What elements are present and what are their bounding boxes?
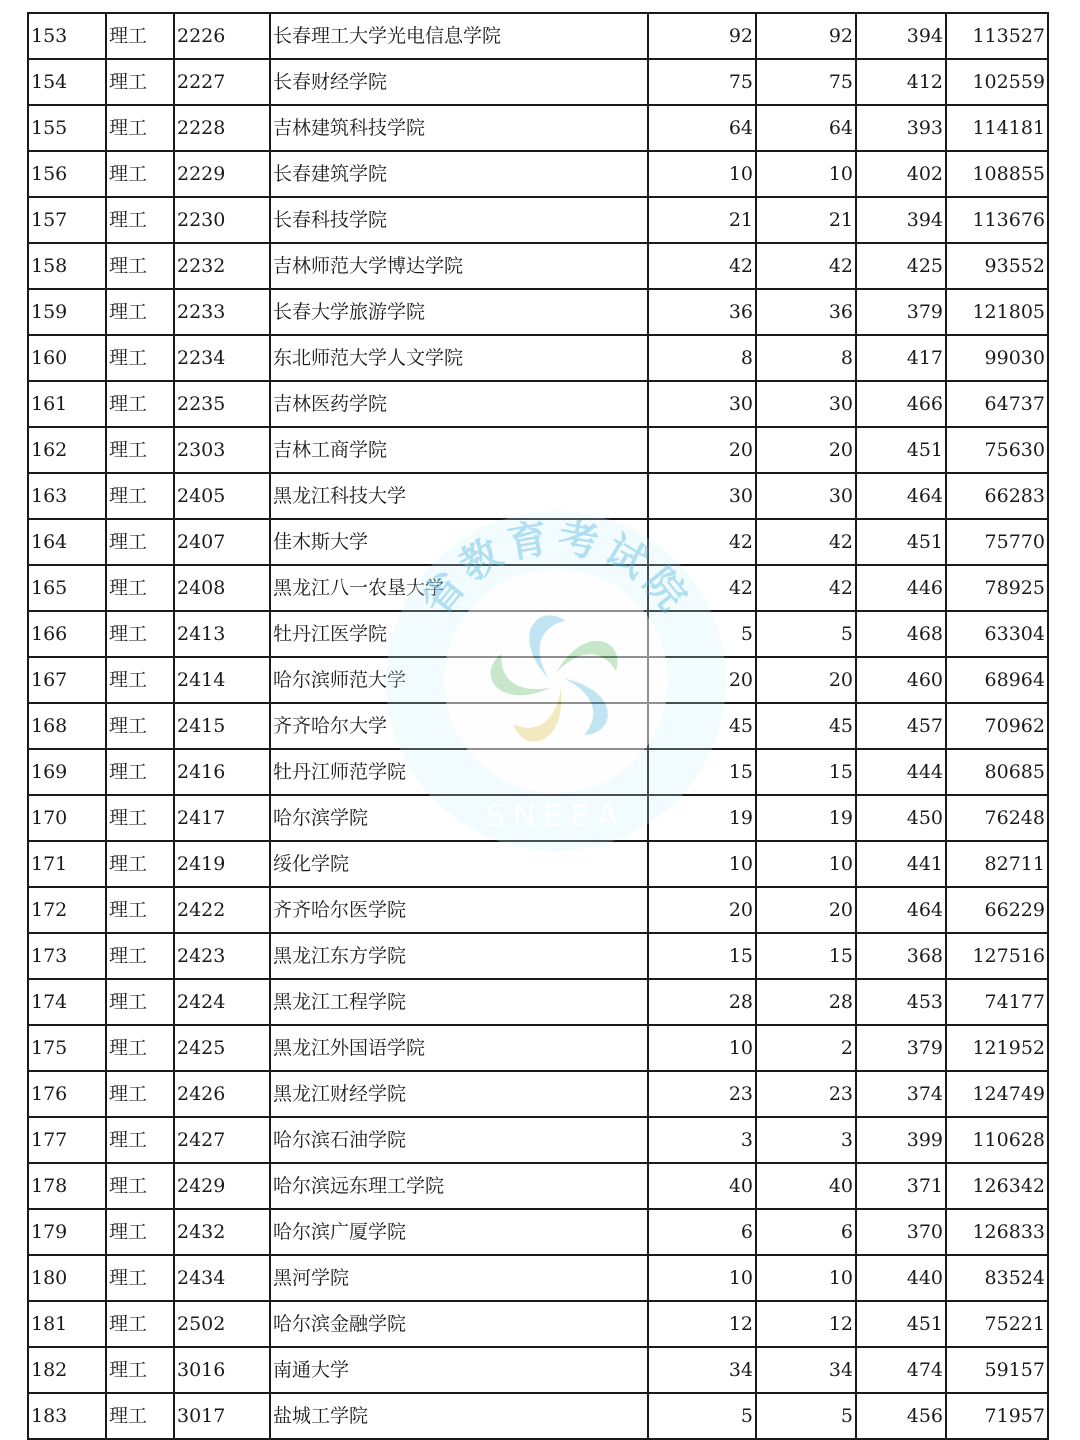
cell-category: 理工 xyxy=(106,749,174,795)
cell-school: 长春财经学院 xyxy=(270,59,648,105)
cell-min-score: 444 xyxy=(856,749,946,795)
table-row xyxy=(28,197,1048,243)
cell-min-score: 468 xyxy=(856,611,946,657)
cell-admitted: 6 xyxy=(756,1209,856,1255)
cell-plan: 20 xyxy=(648,427,756,473)
cell-admitted: 5 xyxy=(756,1393,856,1439)
cell-category: 理工 xyxy=(106,657,174,703)
cell-admitted: 75 xyxy=(756,59,856,105)
cell-rank: 66229 xyxy=(946,887,1048,933)
cell-school: 黑龙江外国语学院 xyxy=(270,1025,648,1071)
cell-min-score: 402 xyxy=(856,151,946,197)
cell-seq: 179 xyxy=(28,1209,106,1255)
cell-school: 齐齐哈尔大学 xyxy=(270,703,648,749)
cell-rank: 76248 xyxy=(946,795,1048,841)
cell-code: 2413 xyxy=(174,611,270,657)
cell-min-score: 450 xyxy=(856,795,946,841)
cell-code: 2432 xyxy=(174,1209,270,1255)
cell-seq: 162 xyxy=(28,427,106,473)
cell-code: 2429 xyxy=(174,1163,270,1209)
cell-seq: 165 xyxy=(28,565,106,611)
cell-admitted: 20 xyxy=(756,427,856,473)
cell-seq: 176 xyxy=(28,1071,106,1117)
cell-code: 2422 xyxy=(174,887,270,933)
cell-plan: 20 xyxy=(648,657,756,703)
cell-rank: 99030 xyxy=(946,335,1048,381)
cell-rank: 68964 xyxy=(946,657,1048,703)
cell-admitted: 42 xyxy=(756,243,856,289)
cell-school: 牡丹江师范学院 xyxy=(270,749,648,795)
cell-code: 2229 xyxy=(174,151,270,197)
cell-category: 理工 xyxy=(106,243,174,289)
cell-rank: 127516 xyxy=(946,933,1048,979)
cell-category: 理工 xyxy=(106,519,174,565)
cell-admitted: 45 xyxy=(756,703,856,749)
cell-min-score: 456 xyxy=(856,1393,946,1439)
cell-seq: 178 xyxy=(28,1163,106,1209)
cell-rank: 113676 xyxy=(946,197,1048,243)
cell-admitted: 34 xyxy=(756,1347,856,1393)
cell-plan: 20 xyxy=(648,887,756,933)
cell-seq: 183 xyxy=(28,1393,106,1439)
cell-min-score: 441 xyxy=(856,841,946,887)
cell-school: 黑龙江财经学院 xyxy=(270,1071,648,1117)
cell-plan: 42 xyxy=(648,519,756,565)
cell-code: 2408 xyxy=(174,565,270,611)
table-row xyxy=(28,243,1048,289)
cell-plan: 10 xyxy=(648,151,756,197)
cell-seq: 168 xyxy=(28,703,106,749)
cell-admitted: 42 xyxy=(756,565,856,611)
cell-admitted: 2 xyxy=(756,1025,856,1071)
cell-seq: 180 xyxy=(28,1255,106,1301)
cell-code: 3017 xyxy=(174,1393,270,1439)
table-row xyxy=(28,289,1048,335)
cell-seq: 171 xyxy=(28,841,106,887)
cell-min-score: 379 xyxy=(856,289,946,335)
table-row xyxy=(28,933,1048,979)
cell-code: 2417 xyxy=(174,795,270,841)
cell-school: 长春理工大学光电信息学院 xyxy=(270,13,648,59)
table-row xyxy=(28,1117,1048,1163)
cell-plan: 23 xyxy=(648,1071,756,1117)
cell-category: 理工 xyxy=(106,1209,174,1255)
cell-category: 理工 xyxy=(106,427,174,473)
cell-plan: 3 xyxy=(648,1117,756,1163)
cell-category: 理工 xyxy=(106,795,174,841)
cell-plan: 10 xyxy=(648,841,756,887)
cell-code: 2235 xyxy=(174,381,270,427)
cell-school: 哈尔滨金融学院 xyxy=(270,1301,648,1347)
cell-school: 齐齐哈尔医学院 xyxy=(270,887,648,933)
cell-code: 2232 xyxy=(174,243,270,289)
cell-admitted: 64 xyxy=(756,105,856,151)
table-row xyxy=(28,1209,1048,1255)
table-row xyxy=(28,1301,1048,1347)
cell-rank: 114181 xyxy=(946,105,1048,151)
cell-category: 理工 xyxy=(106,1347,174,1393)
cell-category: 理工 xyxy=(106,565,174,611)
cell-seq: 166 xyxy=(28,611,106,657)
cell-code: 2226 xyxy=(174,13,270,59)
cell-min-score: 451 xyxy=(856,427,946,473)
cell-min-score: 412 xyxy=(856,59,946,105)
table-row xyxy=(28,1071,1048,1117)
cell-category: 理工 xyxy=(106,1393,174,1439)
cell-category: 理工 xyxy=(106,1025,174,1071)
cell-admitted: 36 xyxy=(756,289,856,335)
cell-rank: 124749 xyxy=(946,1071,1048,1117)
table-row xyxy=(28,335,1048,381)
cell-code: 2502 xyxy=(174,1301,270,1347)
cell-admitted: 10 xyxy=(756,1255,856,1301)
cell-rank: 126342 xyxy=(946,1163,1048,1209)
cell-rank: 126833 xyxy=(946,1209,1048,1255)
table-row xyxy=(28,1393,1048,1439)
cell-rank: 82711 xyxy=(946,841,1048,887)
cell-code: 2227 xyxy=(174,59,270,105)
cell-code: 2415 xyxy=(174,703,270,749)
cell-category: 理工 xyxy=(106,381,174,427)
table-row xyxy=(28,105,1048,151)
cell-plan: 42 xyxy=(648,565,756,611)
cell-rank: 66283 xyxy=(946,473,1048,519)
cell-rank: 64737 xyxy=(946,381,1048,427)
cell-plan: 19 xyxy=(648,795,756,841)
cell-admitted: 10 xyxy=(756,151,856,197)
cell-min-score: 374 xyxy=(856,1071,946,1117)
cell-code: 2405 xyxy=(174,473,270,519)
cell-category: 理工 xyxy=(106,1071,174,1117)
cell-school: 吉林师范大学博达学院 xyxy=(270,243,648,289)
cell-category: 理工 xyxy=(106,1301,174,1347)
cell-plan: 15 xyxy=(648,749,756,795)
cell-min-score: 393 xyxy=(856,105,946,151)
cell-plan: 15 xyxy=(648,933,756,979)
cell-rank: 110628 xyxy=(946,1117,1048,1163)
cell-admitted: 15 xyxy=(756,933,856,979)
cell-school: 黑龙江八一农垦大学 xyxy=(270,565,648,611)
cell-plan: 64 xyxy=(648,105,756,151)
cell-admitted: 92 xyxy=(756,13,856,59)
table-row xyxy=(28,703,1048,749)
table-row xyxy=(28,427,1048,473)
cell-plan: 28 xyxy=(648,979,756,1025)
cell-category: 理工 xyxy=(106,1163,174,1209)
cell-category: 理工 xyxy=(106,933,174,979)
cell-school: 哈尔滨石油学院 xyxy=(270,1117,648,1163)
cell-min-score: 460 xyxy=(856,657,946,703)
cell-rank: 63304 xyxy=(946,611,1048,657)
cell-min-score: 425 xyxy=(856,243,946,289)
cell-min-score: 464 xyxy=(856,473,946,519)
table-row xyxy=(28,795,1048,841)
cell-category: 理工 xyxy=(106,703,174,749)
cell-plan: 12 xyxy=(648,1301,756,1347)
table-row xyxy=(28,381,1048,427)
table-row xyxy=(28,1163,1048,1209)
table-row xyxy=(28,749,1048,795)
cell-code: 2414 xyxy=(174,657,270,703)
cell-seq: 153 xyxy=(28,13,106,59)
table-row xyxy=(28,979,1048,1025)
cell-admitted: 28 xyxy=(756,979,856,1025)
cell-rank: 71957 xyxy=(946,1393,1048,1439)
cell-min-score: 379 xyxy=(856,1025,946,1071)
cell-plan: 42 xyxy=(648,243,756,289)
cell-category: 理工 xyxy=(106,611,174,657)
cell-code: 2423 xyxy=(174,933,270,979)
cell-school: 东北师范大学人文学院 xyxy=(270,335,648,381)
cell-school: 哈尔滨远东理工学院 xyxy=(270,1163,648,1209)
cell-school: 哈尔滨广厦学院 xyxy=(270,1209,648,1255)
cell-rank: 75770 xyxy=(946,519,1048,565)
cell-rank: 75221 xyxy=(946,1301,1048,1347)
cell-rank: 80685 xyxy=(946,749,1048,795)
cell-seq: 182 xyxy=(28,1347,106,1393)
admissions-table xyxy=(27,12,1049,1440)
cell-min-score: 457 xyxy=(856,703,946,749)
cell-code: 2416 xyxy=(174,749,270,795)
cell-rank: 78925 xyxy=(946,565,1048,611)
cell-seq: 156 xyxy=(28,151,106,197)
cell-seq: 173 xyxy=(28,933,106,979)
cell-admitted: 12 xyxy=(756,1301,856,1347)
table-body xyxy=(28,13,1048,1439)
cell-seq: 174 xyxy=(28,979,106,1025)
cell-code: 2233 xyxy=(174,289,270,335)
cell-school: 长春建筑学院 xyxy=(270,151,648,197)
cell-category: 理工 xyxy=(106,1117,174,1163)
cell-seq: 170 xyxy=(28,795,106,841)
watermark-bottom-text: SNEEA xyxy=(486,799,626,834)
table-row xyxy=(28,519,1048,565)
cell-admitted: 40 xyxy=(756,1163,856,1209)
cell-plan: 5 xyxy=(648,611,756,657)
cell-seq: 164 xyxy=(28,519,106,565)
cell-plan: 75 xyxy=(648,59,756,105)
cell-school: 哈尔滨学院 xyxy=(270,795,648,841)
table-row xyxy=(28,1347,1048,1393)
cell-school: 长春大学旅游学院 xyxy=(270,289,648,335)
cell-admitted: 3 xyxy=(756,1117,856,1163)
cell-rank: 113527 xyxy=(946,13,1048,59)
table-row xyxy=(28,565,1048,611)
cell-rank: 75630 xyxy=(946,427,1048,473)
cell-plan: 8 xyxy=(648,335,756,381)
cell-min-score: 417 xyxy=(856,335,946,381)
cell-school: 黑龙江工程学院 xyxy=(270,979,648,1025)
cell-seq: 169 xyxy=(28,749,106,795)
cell-plan: 92 xyxy=(648,13,756,59)
cell-admitted: 30 xyxy=(756,381,856,427)
cell-code: 2424 xyxy=(174,979,270,1025)
cell-code: 2425 xyxy=(174,1025,270,1071)
cell-category: 理工 xyxy=(106,979,174,1025)
cell-code: 2407 xyxy=(174,519,270,565)
cell-seq: 155 xyxy=(28,105,106,151)
cell-plan: 5 xyxy=(648,1393,756,1439)
cell-plan: 40 xyxy=(648,1163,756,1209)
cell-code: 3016 xyxy=(174,1347,270,1393)
cell-seq: 157 xyxy=(28,197,106,243)
cell-admitted: 23 xyxy=(756,1071,856,1117)
cell-category: 理工 xyxy=(106,151,174,197)
table-row xyxy=(28,611,1048,657)
cell-school: 佳木斯大学 xyxy=(270,519,648,565)
cell-code: 2303 xyxy=(174,427,270,473)
cell-category: 理工 xyxy=(106,335,174,381)
cell-min-score: 394 xyxy=(856,13,946,59)
cell-seq: 161 xyxy=(28,381,106,427)
cell-plan: 30 xyxy=(648,473,756,519)
cell-admitted: 15 xyxy=(756,749,856,795)
cell-admitted: 20 xyxy=(756,887,856,933)
cell-min-score: 446 xyxy=(856,565,946,611)
cell-school: 哈尔滨师范大学 xyxy=(270,657,648,703)
cell-plan: 6 xyxy=(648,1209,756,1255)
cell-rank: 121952 xyxy=(946,1025,1048,1071)
cell-admitted: 8 xyxy=(756,335,856,381)
cell-admitted: 20 xyxy=(756,657,856,703)
cell-plan: 30 xyxy=(648,381,756,427)
cell-code: 2427 xyxy=(174,1117,270,1163)
cell-category: 理工 xyxy=(106,59,174,105)
cell-school: 吉林建筑科技学院 xyxy=(270,105,648,151)
cell-seq: 181 xyxy=(28,1301,106,1347)
cell-category: 理工 xyxy=(106,473,174,519)
table-row xyxy=(28,841,1048,887)
cell-school: 黑河学院 xyxy=(270,1255,648,1301)
cell-category: 理工 xyxy=(106,197,174,243)
cell-rank: 102559 xyxy=(946,59,1048,105)
cell-code: 2426 xyxy=(174,1071,270,1117)
cell-min-score: 451 xyxy=(856,1301,946,1347)
cell-school: 吉林医药学院 xyxy=(270,381,648,427)
cell-school: 盐城工学院 xyxy=(270,1393,648,1439)
cell-seq: 172 xyxy=(28,887,106,933)
cell-rank: 108855 xyxy=(946,151,1048,197)
cell-admitted: 10 xyxy=(756,841,856,887)
cell-category: 理工 xyxy=(106,13,174,59)
table-row xyxy=(28,1025,1048,1071)
cell-category: 理工 xyxy=(106,289,174,335)
cell-plan: 21 xyxy=(648,197,756,243)
cell-rank: 70962 xyxy=(946,703,1048,749)
cell-category: 理工 xyxy=(106,841,174,887)
cell-school: 吉林工商学院 xyxy=(270,427,648,473)
cell-seq: 160 xyxy=(28,335,106,381)
cell-code: 2228 xyxy=(174,105,270,151)
cell-seq: 167 xyxy=(28,657,106,703)
cell-admitted: 42 xyxy=(756,519,856,565)
cell-min-score: 451 xyxy=(856,519,946,565)
cell-min-score: 394 xyxy=(856,197,946,243)
cell-rank: 121805 xyxy=(946,289,1048,335)
cell-seq: 177 xyxy=(28,1117,106,1163)
cell-code: 2230 xyxy=(174,197,270,243)
cell-plan: 10 xyxy=(648,1255,756,1301)
cell-min-score: 464 xyxy=(856,887,946,933)
cell-admitted: 21 xyxy=(756,197,856,243)
cell-code: 2234 xyxy=(174,335,270,381)
cell-plan: 10 xyxy=(648,1025,756,1071)
table-row xyxy=(28,1255,1048,1301)
table-row xyxy=(28,59,1048,105)
cell-rank: 74177 xyxy=(946,979,1048,1025)
cell-min-score: 466 xyxy=(856,381,946,427)
cell-school: 牡丹江医学院 xyxy=(270,611,648,657)
cell-school: 黑龙江东方学院 xyxy=(270,933,648,979)
cell-seq: 159 xyxy=(28,289,106,335)
cell-min-score: 474 xyxy=(856,1347,946,1393)
table-row xyxy=(28,657,1048,703)
cell-school: 黑龙江科技大学 xyxy=(270,473,648,519)
cell-category: 理工 xyxy=(106,105,174,151)
cell-admitted: 5 xyxy=(756,611,856,657)
cell-category: 理工 xyxy=(106,887,174,933)
cell-seq: 154 xyxy=(28,59,106,105)
cell-code: 2434 xyxy=(174,1255,270,1301)
cell-seq: 175 xyxy=(28,1025,106,1071)
cell-min-score: 453 xyxy=(856,979,946,1025)
cell-admitted: 19 xyxy=(756,795,856,841)
cell-min-score: 370 xyxy=(856,1209,946,1255)
cell-plan: 45 xyxy=(648,703,756,749)
table-row xyxy=(28,887,1048,933)
cell-min-score: 399 xyxy=(856,1117,946,1163)
watermark-arc-text: 省教育考试院 xyxy=(413,514,699,625)
cell-min-score: 440 xyxy=(856,1255,946,1301)
cell-school: 绥化学院 xyxy=(270,841,648,887)
table-row xyxy=(28,13,1048,59)
cell-rank: 93552 xyxy=(946,243,1048,289)
cell-code: 2419 xyxy=(174,841,270,887)
cell-rank: 59157 xyxy=(946,1347,1048,1393)
cell-seq: 158 xyxy=(28,243,106,289)
cell-plan: 34 xyxy=(648,1347,756,1393)
cell-min-score: 368 xyxy=(856,933,946,979)
cell-seq: 163 xyxy=(28,473,106,519)
cell-admitted: 30 xyxy=(756,473,856,519)
cell-rank: 83524 xyxy=(946,1255,1048,1301)
cell-school: 南通大学 xyxy=(270,1347,648,1393)
table-row xyxy=(28,151,1048,197)
cell-min-score: 371 xyxy=(856,1163,946,1209)
cell-plan: 36 xyxy=(648,289,756,335)
cell-school: 长春科技学院 xyxy=(270,197,648,243)
table-row xyxy=(28,473,1048,519)
cell-category: 理工 xyxy=(106,1255,174,1301)
